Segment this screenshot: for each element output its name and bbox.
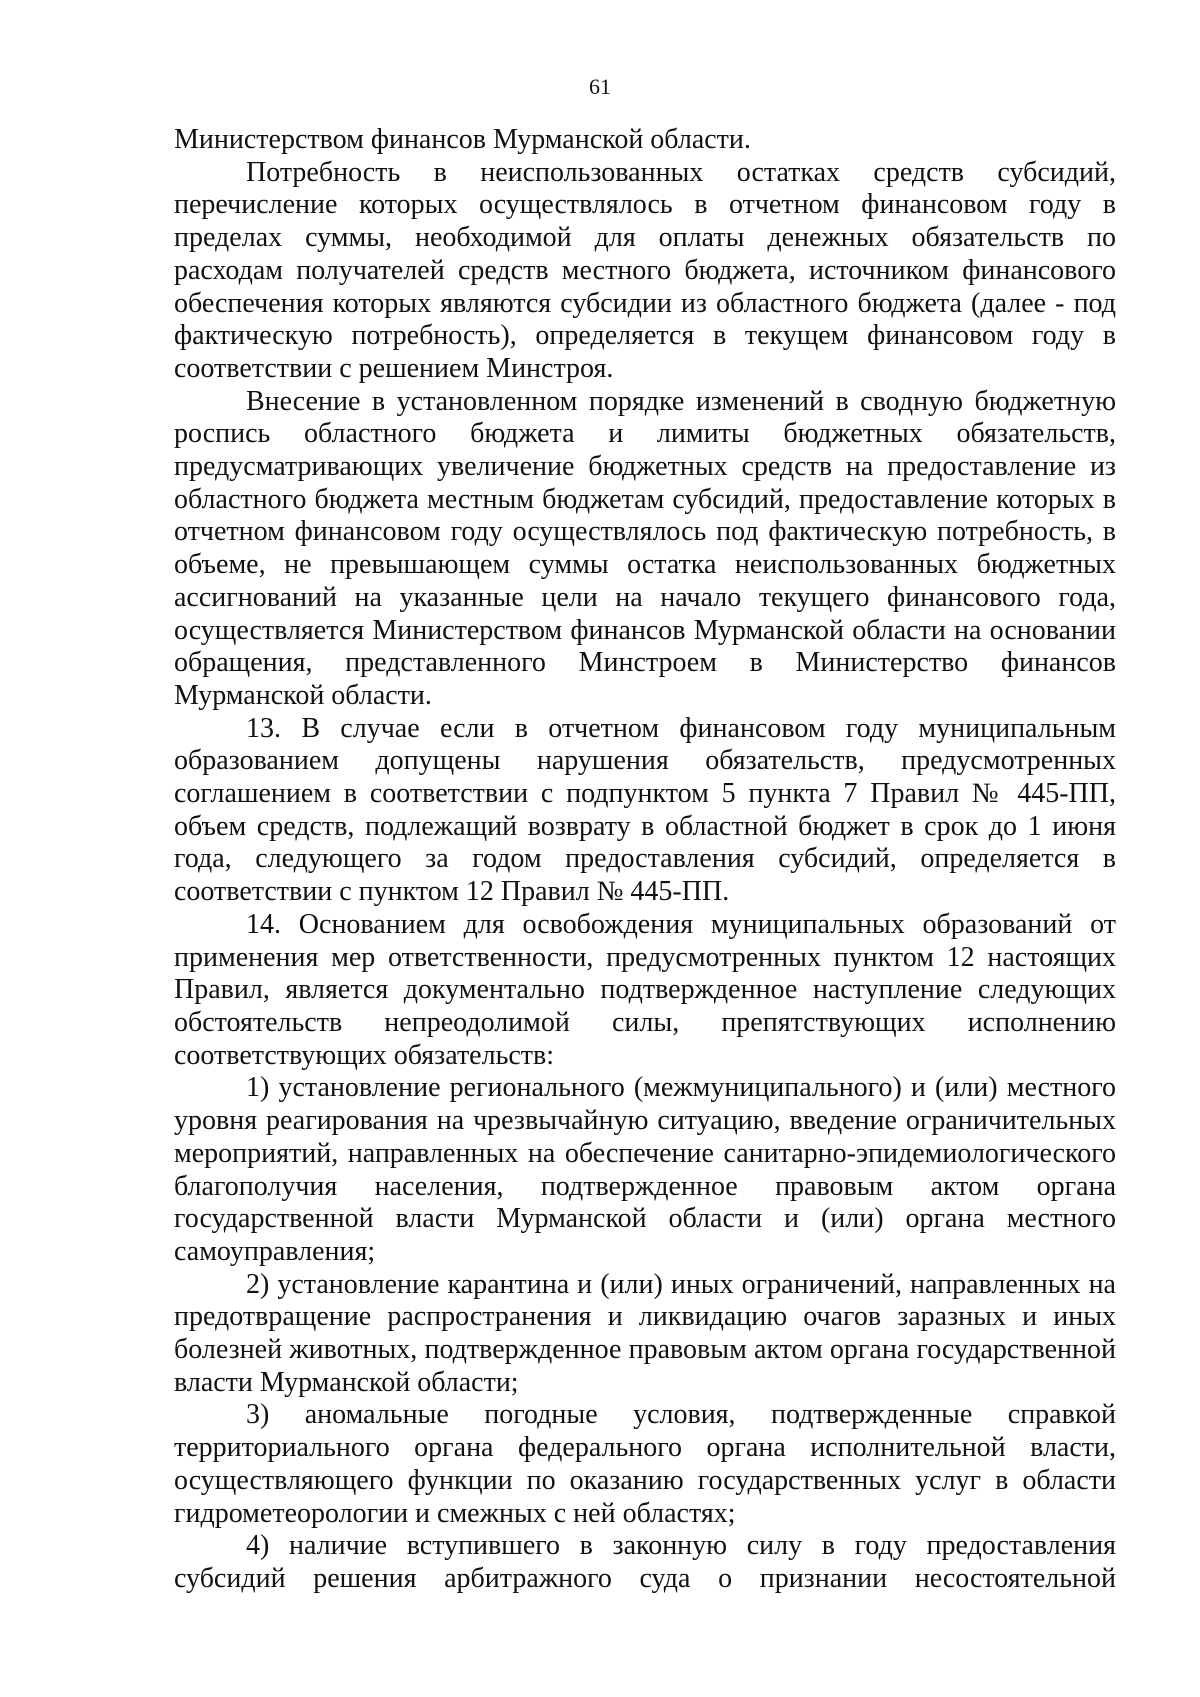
paragraph-budget-changes: Внесение в установленном порядке изменений в сводную бюджетную роспись областного бюджета и лимиты бюджетных обязательств, предусматривающих увеличение бюджетных средств на предоставление из областного бюджета местным бюджетам субсидий, предоставление которых в отчетном финансовом году осуществлялось под фактическую потребность, в объеме, не превышающем суммы остатка неиспользованных бюджетных ассигнований на указанные цели на начало текущего финансового года, осуществляется Министерством финансов Мурманской области на основании обращения, представленного Минстроем в Министерство финансов Мурманской области.: [174, 385, 1116, 711]
paragraph-unused-balances: Потребность в неиспользованных остатках средств субсидий, перечисление которых осуществлялось в отчетном финансовом году в пределах суммы, необходимой для оплаты денежных обязательств по расходам получателей средств местного бюджета, источником финансового обеспечения которых являются субсидии из областного бюджета (далее - под фактическую потребность), определяется в текущем финансовом году в соответствии с решением Минстроя.: [174, 156, 1116, 384]
paragraph-continuation: Министерством финансов Мурманской области.: [174, 124, 751, 155]
list-item-1: 1) установление регионального (межмуниципального) и (или) местного уровня реагирования на чрезвычайную ситуацию, введение ограничительных мероприятий, направленных на обеспечение санитарно-эпидемиологического благополучия населения, подтвержденное правовым актом органа государственной власти Мурманской области и (или) органа местного самоуправления;: [174, 1072, 1116, 1267]
paragraph-item-14: 14. Основанием для освобождения муниципальных образований от применения мер ответственности, предусмотренных пунктом 12 настоящих Правил, является документально подтвержденное наступление следующих обстоятельств непреодолимой силы, препятствующих исполнению соответствующих обязательств:: [174, 908, 1116, 1071]
document-body: [174, 124, 1116, 1596]
list-item-3: 3) аномальные погодные условия, подтвержденные справкой территориального органа федерального органа исполнительной власти, осуществляющего функции по оказанию государственных услуг в области гидрометеорологии и смежных с ней областях;: [174, 1399, 1116, 1529]
paragraph-item-13: 13. В случае если в отчетном финансовом году муниципальным образованием допущены нарушения обязательств, предусмотренных соглашением в соответствии с подпунктом 5 пункта 7 Правил № 445-ПП, объем средств, подлежащий возврату в областной бюджет в срок до 1 июня года, следующего за годом предоставления субсидий, определяется в соответствии с пунктом 12 Правил № 445-ПП.: [174, 712, 1116, 908]
list-item-4: 4) наличие вступившего в законную силу в году предоставления субсидий решения арбитражного суда о признании несостоятельной: [174, 1530, 1116, 1594]
list-item-2: 2) установление карантина и (или) иных ограничений, направленных на предотвращение распространения и ликвидацию очагов заразных и иных болезней животных, подтвержденное правовым актом органа государственной власти Мурманской области;: [174, 1268, 1116, 1398]
page-number: 61: [589, 74, 611, 99]
